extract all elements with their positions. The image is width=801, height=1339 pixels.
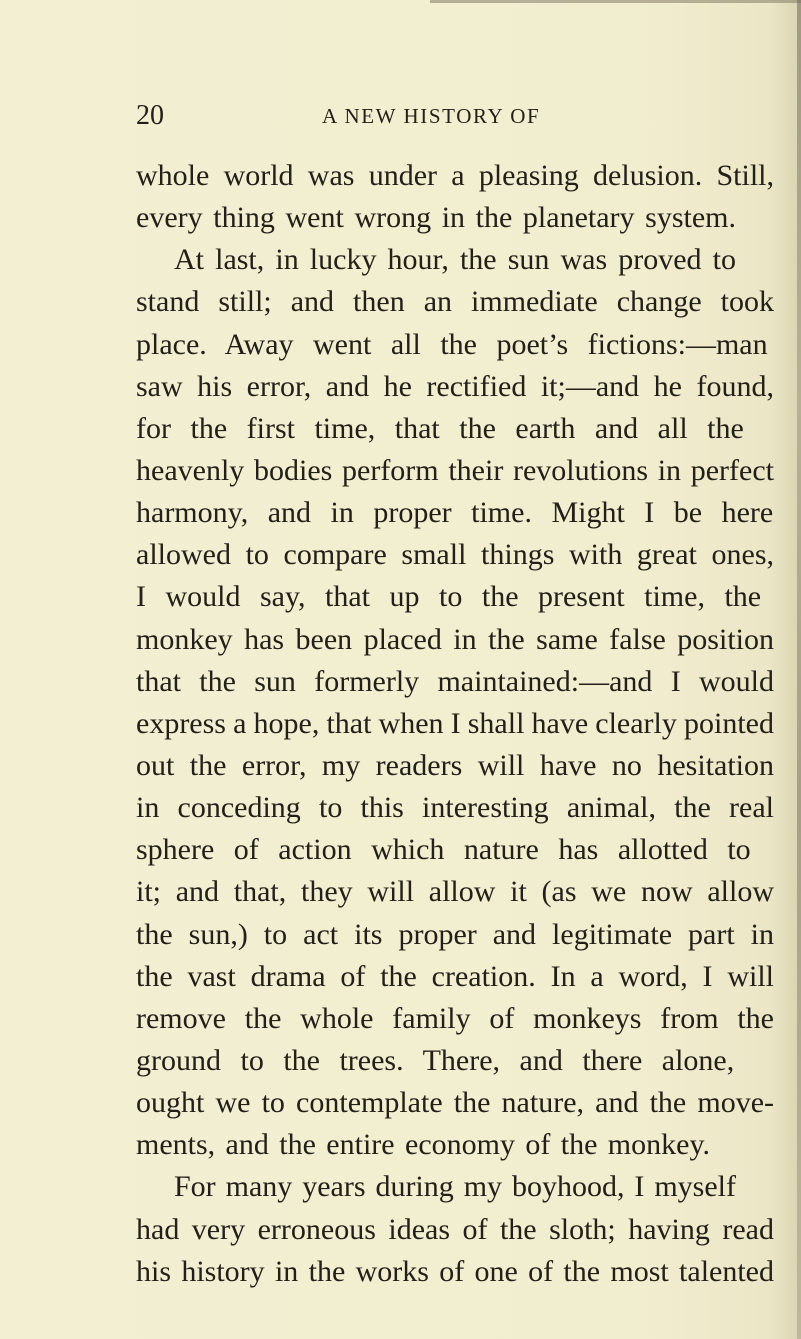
text-line: in conceding to this interesting animal, the real	[136, 791, 774, 825]
text-line: whole world was under a pleasing delusion. Still,	[136, 159, 774, 192]
text-line: his history in the works of one of the most talented	[136, 1254, 774, 1288]
text-line: ground to the trees. There, and there alone,	[136, 1043, 735, 1077]
text-line: it; and that, they will allow it (as we now allow	[136, 875, 774, 909]
page-top-edge	[430, 0, 801, 3]
text-line: ments, and the entire economy of the monkey.	[136, 1128, 710, 1162]
text-line: stand still; and then an immediate change took	[136, 285, 774, 319]
running-title: A NEW HISTORY OF	[322, 104, 541, 128]
text-line: For many years during my boyhood, I myself	[174, 1170, 736, 1204]
page-number: 20	[136, 100, 164, 131]
text-line: At last, in lucky hour, the sun was proved to	[174, 243, 736, 277]
text-line: the sun,) to act its proper and legitimate part in	[136, 917, 774, 951]
text-line: harmony, and in proper time. Might I be here	[136, 496, 774, 530]
running-head	[0, 96, 801, 136]
page-right-edge	[797, 0, 801, 1339]
text-line: out the error, my readers will have no hesitation	[136, 748, 774, 782]
text-line: saw his error, and he rectified it;—and he found,	[136, 369, 774, 403]
text-line: heavenly bodies perform their revolutions in perfect	[136, 453, 774, 487]
text-line: that the sun formerly maintained:—and I would	[136, 664, 774, 698]
text-line: had very erroneous ideas of the sloth; having read	[136, 1212, 774, 1246]
text-line: sphere of action which nature has allotted to	[136, 833, 751, 867]
text-line: ought we to contemplate the nature, and the move-	[136, 1086, 774, 1120]
body-text	[136, 155, 796, 1293]
text-line: remove the whole family of monkeys from the	[136, 1001, 774, 1035]
text-line: place. Away went all the poet’s fictions:—man	[136, 327, 768, 361]
text-line: monkey has been placed in the same false position	[136, 622, 774, 656]
text-line: allowed to compare small things with great ones,	[136, 538, 774, 572]
text-line: every thing went wrong in the planetary system.	[136, 201, 736, 235]
text-line: the vast drama of the creation. In a word, I will	[136, 959, 774, 993]
text-line: for the first time, that the earth and all the	[136, 411, 744, 445]
text-line: express a hope, that when I shall have clearly pointed	[136, 706, 774, 740]
text-line: I would say, that up to the present time, the	[136, 580, 762, 614]
